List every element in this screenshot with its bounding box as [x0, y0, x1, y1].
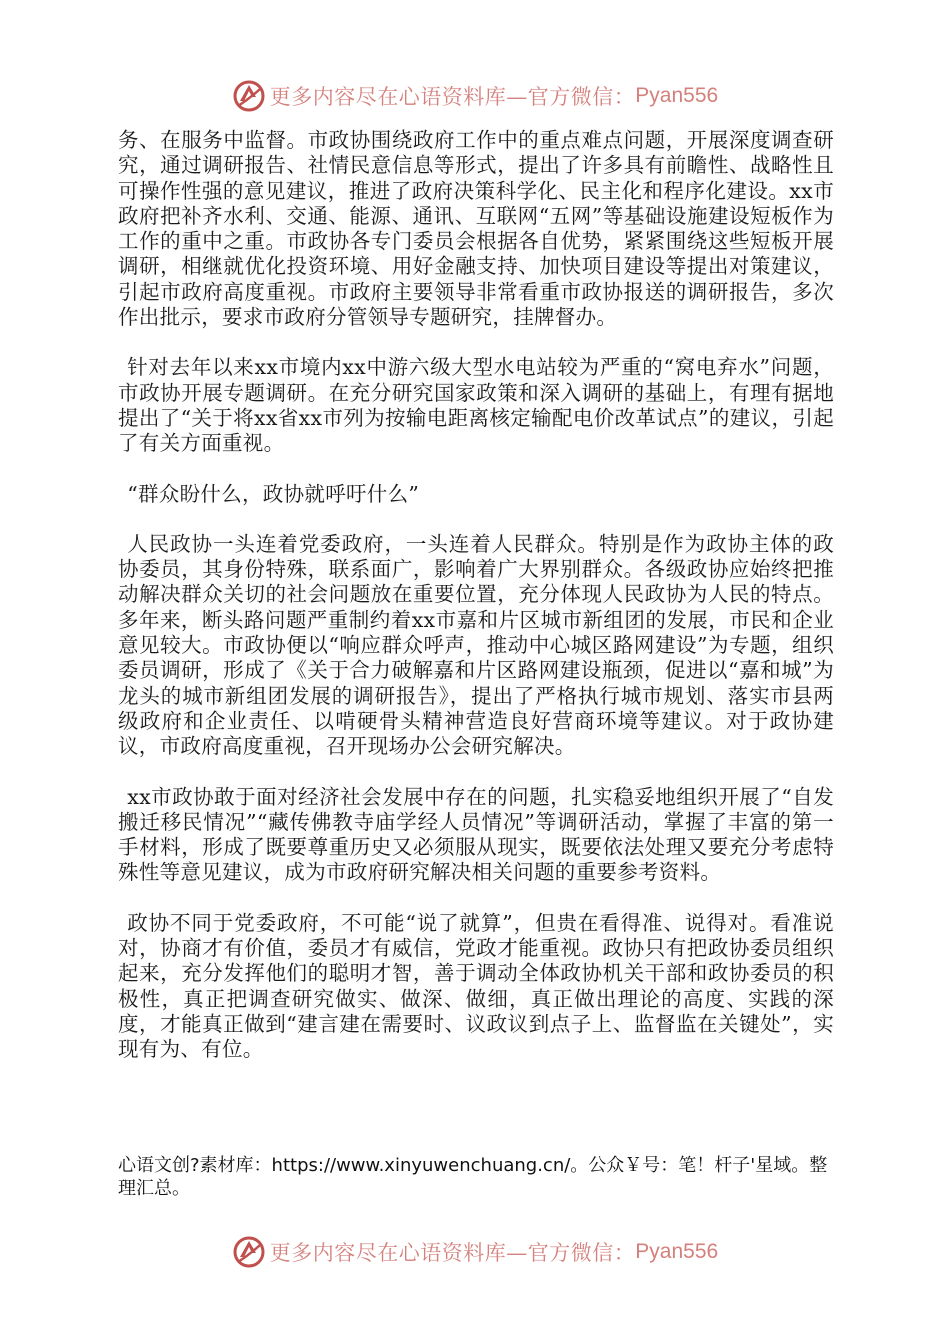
section-subheading: “群众盼什么，政协就呼吁什么”	[127, 481, 420, 506]
banner-text: 更多内容尽在心语资料库—官方微信：	[269, 85, 636, 109]
banner-wechat-id: Pyan556	[635, 1240, 719, 1263]
document-body	[118, 128, 834, 1088]
paragraph: 人民政协一头连着党委政府，一头连着人民群众。特别是作为政协主体的政协委员，其身份特殊，联系面广，影响着广大界别群众。各级政协应始终把推动解决群众关切的社会问题放在重要位置，充分体现人民政协为人民的特点。多年来，断头路问题严重制约着xx市嘉和片区城市新组团的发展，市民和企业意见较大。市政协便以“响应群众呼声，推动中心城区路网建设”为专题，组织委员调研，形成了《关于合力破解嘉和片区路网建设瓶颈，促进以“嘉和城”为龙头的城市新组团发展的调研报告》，提出了严格执行城市规划、落实市县两级政府和企业责任、以啃硬骨头精神营造良好营商环境等建议。对于政协建议，市政府高度重视，召开现场办公会研究解决。	[118, 531, 834, 759]
banner-text: 更多内容尽在心语资料库—官方微信：	[269, 1241, 636, 1265]
paragraph: 务、在服务中监督。市政协围绕政府工作中的重点难点问题，开展深度调查研究，通过调研报告、社情民意信息等形式，提出了许多具有前瞻性、战略性且可操作性强的意见建议，推进了政府决策科学化、民主化和程序化建设。xx市政府把补齐水利、交通、能源、通讯、互联网“五网”等基础设施建设短板作为工作的重中之重。市政协各专门委员会根据各自优势，紧紧围绕这些短板开展调研，相继就优化投资环境、用好金融支持、加快项目建设等提出对策建议，引起市政府高度重视。市政府主要领导非常看重市政协报送的调研报告，多次作出批示，要求市政府分管领导专题研究，挂牌督办。	[118, 128, 834, 330]
banner-wechat-id: Pyan556	[635, 84, 719, 107]
paragraph: 政协不同于党委政府，不可能“说了就算”，但贵在看得准、说得对。看准说对，协商才有价值，委员才有威信，党政才能重视。政协只有把政协委员组织起来，充分发挥他们的聪明才智，善于调动全体政协机关干部和政协委员的积极性，真正把调查研究做实、做深、做细，真正做出理论的高度、实践的深度，才能真正做到“建言建在需要时、议政议到点子上、监督监在关键处”，实现有为、有位。	[118, 910, 834, 1062]
brand-logo-icon	[232, 1235, 266, 1269]
source-note: 心语文创?素材库：https://www.xinyuwenchuang.cn/。公众￥号：笔！杆子'星域。整理汇总。	[118, 1155, 828, 1199]
brand-logo-icon	[232, 79, 266, 113]
footer-banner	[0, 1232, 950, 1272]
header-banner	[0, 76, 950, 116]
paragraph: xx市政协敢于面对经济社会发展中存在的问题，扎实稳妥地组织开展了“自发搬迁移民情况”“藏传佛教寺庙学经人员情况”等调研活动，掌握了丰富的第一手材料，形成了既要尊重历史又必须服从现实，既要依法处理又要充分考虑特殊性等意见建议，成为市政府研究解决相关问题的重要参考资料。	[118, 784, 834, 885]
paragraph: 针对去年以来xx市境内xx中游六级大型水电站较为严重的“窝电弃水”问题，市政协开展专题调研。在充分研究国家政策和深入调研的基础上，有理有据地提出了“关于将xx省xx市列为按输电距离核定输配电价改革试点”的建议，引起了有关方面重视。	[118, 355, 834, 456]
